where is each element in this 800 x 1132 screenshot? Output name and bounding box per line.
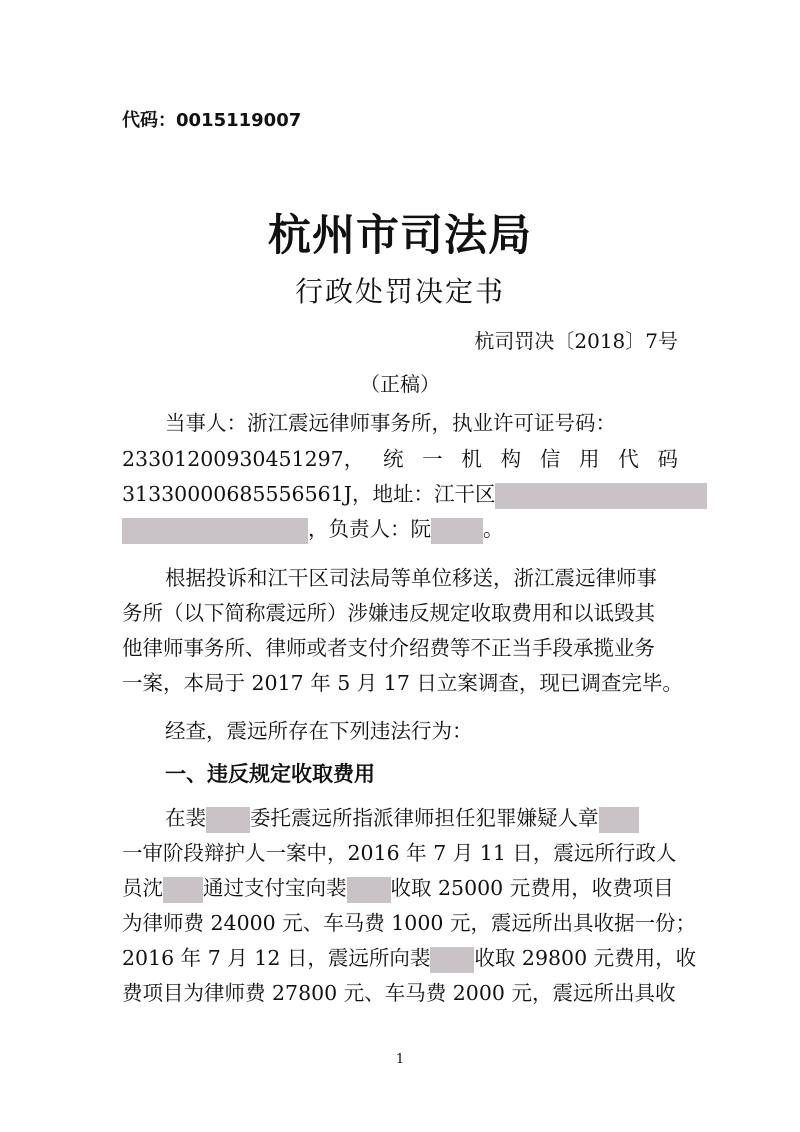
para3-line-6: 费项目为律师费 27800 元、车马费 2000 元，震远所出具收 — [122, 981, 676, 1005]
party-line-4: ，负责人：阮 。 — [122, 514, 678, 544]
para1-line-2: 务所（以下简称震远所）涉嫌违反规定收取费用和以诋毁其 — [122, 601, 655, 625]
redaction-block — [347, 877, 391, 903]
party-line-3: 31330000685556561J，地址：江干区 — [122, 479, 678, 509]
document-title: 杭州市司法局 — [268, 211, 532, 261]
para1-line-3: 他律师事务所、律师或者支付介绍费等不正当手段承揽业务 — [122, 636, 655, 660]
para3-line-2: 一审阶段辩护人一案中，2016 年 7 月 11 日，震远所行政人 — [122, 841, 677, 865]
redaction-block — [122, 518, 308, 544]
redaction-block — [495, 483, 707, 509]
para3-line-5: 2016 年 7 月 12 日，震远所向裴 收取 29800 元费用，收 — [122, 943, 678, 973]
para3-line-3: 员沈 通过支付宝向裴 收取 25000 元费用，收费项目 — [122, 873, 678, 903]
redaction-block — [430, 947, 474, 973]
para3-line-4: 为律师费 24000 元、车马费 1000 元，震远所出具收据一份； — [122, 911, 696, 935]
redaction-block — [599, 807, 639, 833]
redaction-block — [431, 518, 483, 544]
draft-label: （正稿） — [360, 372, 440, 396]
para2: 经查，震远所存在下列违法行为： — [165, 719, 473, 743]
party-line-1: 当事人：浙江震远律师事务所，执业许可证号码： — [165, 411, 616, 435]
license-number: 23301200930451297 — [122, 447, 344, 471]
page-number: 1 — [395, 1052, 405, 1067]
party-line-2: 23301200930451297， 统 一 机 构 信 用 代 码 — [122, 447, 678, 471]
document-number: 杭司罚决〔2018〕7号 — [474, 329, 678, 353]
redaction-block — [163, 877, 203, 903]
para3-line-1: 在裴 委托震远所指派律师担任犯罪嫌疑人章 — [165, 803, 678, 833]
redaction-block — [206, 807, 250, 833]
section-heading-1: 一、违反规定收取费用 — [165, 762, 375, 786]
para1-line-4: 一案，本局于 2017 年 5 月 17 日立案调查，现已调查完毕。 — [122, 671, 683, 695]
document-code: 代码：0015119007 — [122, 110, 302, 131]
document-subtitle: 行政处罚决定书 — [294, 275, 505, 308]
para1-line-1: 根据投诉和江干区司法局等单位移送，浙江震远律师事 — [165, 566, 657, 590]
